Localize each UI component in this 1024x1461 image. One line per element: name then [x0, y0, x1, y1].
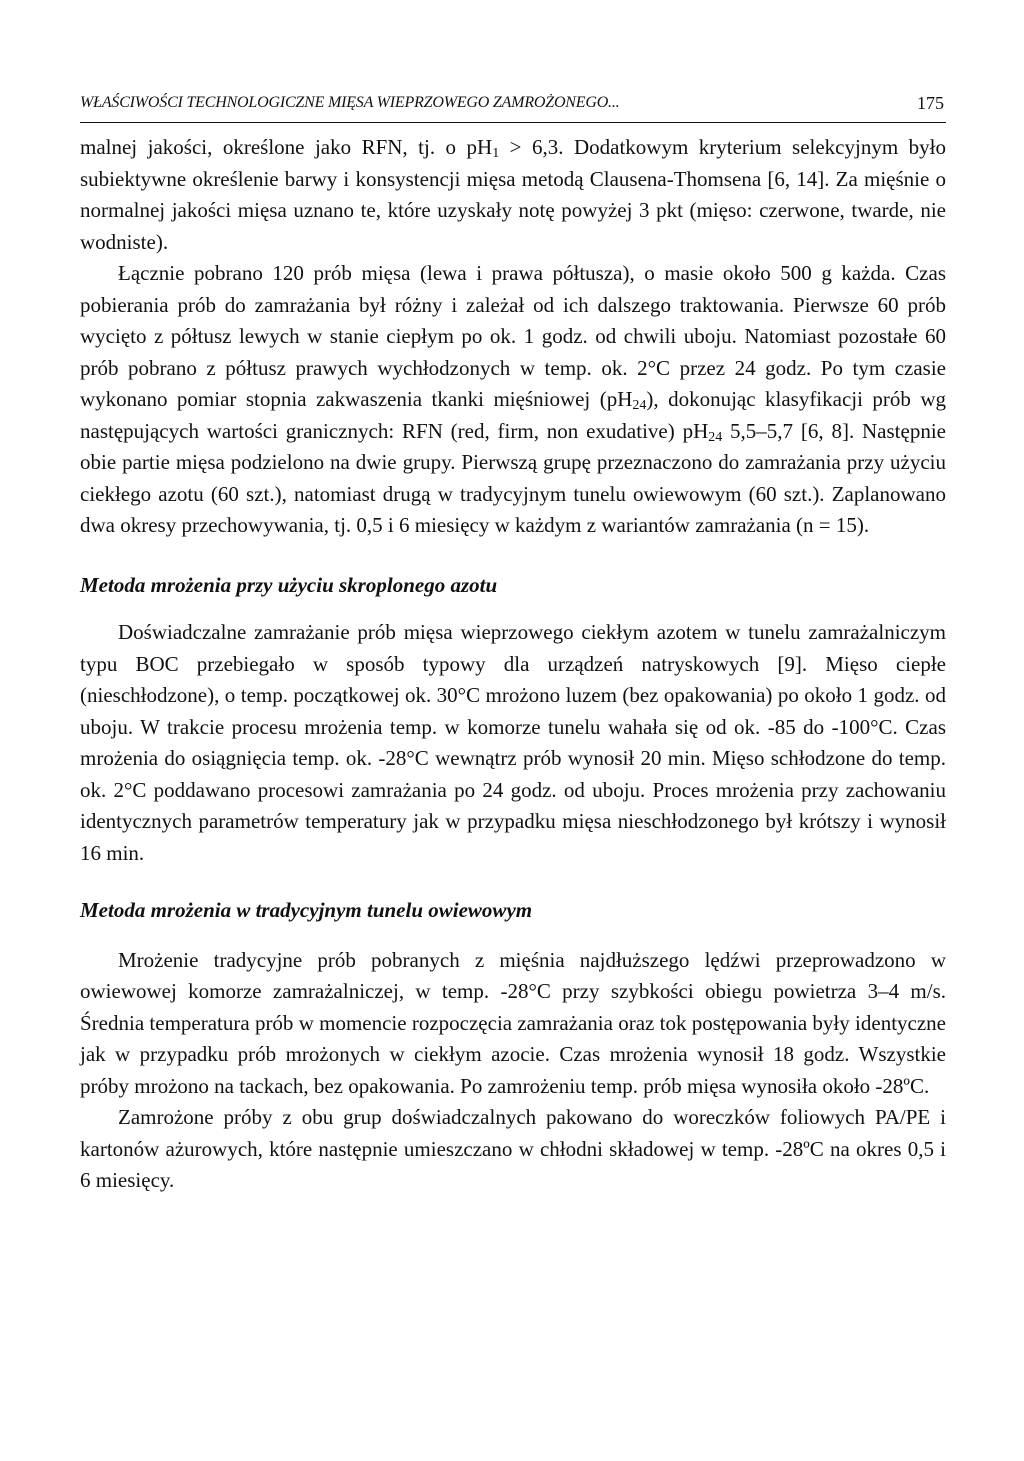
paragraph-tunnel-freezing: Mrożenie tradycyjne prób pobranych z mięśnia najdłuższego lędźwi przeprowadzono w owiewowej komorze zamrażalniczej, w temp. -28°C przy szybkości obiegu powietrza 3–4 m/s. Średnia temperatura prób w momencie rozpoczęcia zamrażania oraz tok postępowania były identyczne jak w przypadku prób mrożonych w ciekłym azocie. Czas mrożenia wynosił 18 godz. Wszystkie próby mrożono na tackach, bez opakowania. Po zamrożeniu temp. prób mięsa wynosiła około -28ºC. — [80, 947, 946, 1098]
running-title: WŁAŚCIWOŚCI TECHNOLOGICZNE MIĘSA WIEPRZOWEGO ZAMROŻONEGO... — [80, 94, 620, 111]
section-heading-tunnel-freezing: Metoda mrożenia w tradycyjnym tunelu owiewowym — [80, 898, 533, 922]
subscript: 24 — [632, 398, 647, 413]
paragraph-nitrogen-freezing: Doświadczalne zamrażanie prób mięsa wieprzowego ciekłym azotem w tunelu zamrażalniczym typu BOC przebiegało w sposób typowy dla urządzeń natryskowych [9]. Mięso ciepłe (nieschłodzone), o temp. początkowej ok. 30°C mrożono luzem (bez opakowania) po około 1 godz. od uboju. W trakcie procesu mrożenia temp. w komorze tunelu wahała się od ok. -85 do -100°C. Czas mrożenia do osiągnięcia temp. ok. -28°C wewnątrz prób wynosił 20 min. Mięso schłodzone do temp. ok. 2°C poddawano procesowi zamrażania po 24 godz. od uboju. Proces mrożenia przy zachowaniu identycznych parametrów temperatury jak w przypadku mięsa nieschłodzonego był krótszy i wynosił 16 min. — [80, 620, 946, 865]
section-heading-nitrogen-freezing: Metoda mrożenia przy użyciu skroplonego azotu — [80, 572, 498, 597]
text-run: malnej jakości, określone jako RFN, tj. o pH — [80, 135, 493, 159]
paragraph-sampling — [80, 258, 946, 542]
paragraph-packaging: Zamrożone próby z obu grup doświadczalnych pakowano do woreczków foliowych PA/PE i kartonów ażurowych, które następnie umieszczano w chłodni składowej w temp. -28ºC na okres 0,5 i 6 miesięcy. — [80, 1105, 946, 1192]
text-run: 5,5–5,7 [6, 8]. Następnie obie partie mięsa podzielono na dwie grupy. Pierwszą grupę przeznaczono do zamrażania przy użyciu ciekłego azotu (60 szt.), natomiast drugą w tradycyjnym tunelu owiewowym (60 szt.). Zaplanowano dwa okresy przechowywania, tj. 0,5 i 6 miesięcy w każdym z wariantów zamrażania (n = 15). — [80, 418, 946, 537]
paragraph-continuation — [80, 132, 946, 258]
page-body — [80, 132, 946, 1197]
text-run: Łącznie pobrano 120 prób mięsa (lewa i prawa półtusza), o masie około 500 g każda. Czas pobierania prób do zamrażania był różny i zależał od ich dalszego traktowania. Pierwsze 60 prób wycięto z półtusz lewych w stanie ciepłym po ok. 1 godz. od chwili uboju. Natomiast pozostałe 60 prób pobrano z półtusz prawych wychłodzonych w temp. ok. 2°C przez 24 godz. Po tym czasie wykonano pomiar stopnia zakwaszenia tkanki mięśniowej (pH — [80, 261, 946, 411]
text-run: ), dokonując klasyfikacji prób wg następujących wartości granicznych: RFN (red, firm, non exudative) pH — [80, 387, 946, 443]
page-number: 175 — [917, 93, 944, 113]
subscript: 1 — [492, 146, 500, 161]
page-header — [80, 92, 946, 123]
text-run: > 6,3. Dodatkowym kryterium selekcyjnym było subiektywne określenie barwy i konsystencji mięsa metodą Clausena-Thomsena [6, 14]. Za mięśnie o normalnej jakości mięsa uznano te, które uzyskały notę powyżej 3 pkt (mięso: czerwone, twarde, nie wodniste). — [80, 135, 946, 254]
subscript: 24 — [708, 429, 723, 445]
